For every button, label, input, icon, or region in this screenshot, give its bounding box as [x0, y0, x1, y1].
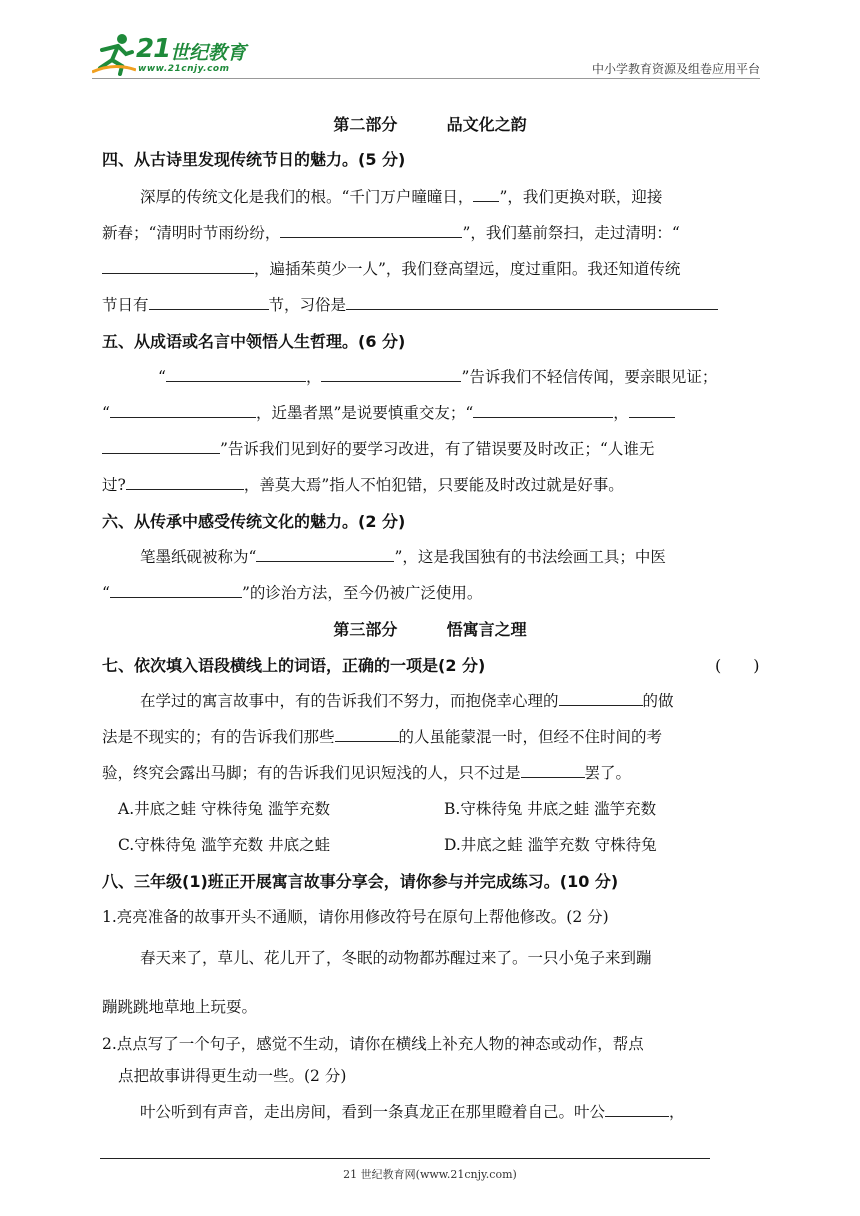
choice-option-d[interactable]: D.井底之蛙 滥竽充数 守株待兔: [444, 836, 657, 854]
text-line: “ ，近墨者黑”是说要慎重交友；“ ，: [102, 401, 762, 423]
part-title: [0, 617, 860, 640]
sub-question: 1.亮亮准备的故事开头不通顺，请你用修改符号在原句上帮他修改。(2 分): [102, 908, 609, 926]
footer-divider: [100, 1158, 710, 1159]
answer-blank[interactable]: [559, 690, 643, 706]
question-heading: 八、三年级(1)班正开展寓言故事分享会，请你参与并完成练习。(10 分): [102, 872, 619, 891]
answer-blank[interactable]: [335, 726, 399, 742]
text-line: ”告诉我们见到好的要学习改进，有了错误要及时改正；“人谁无: [102, 437, 762, 459]
answer-blank[interactable]: [110, 402, 256, 418]
passage-line: 春天来了，草儿、花儿开了，冬眠的动物都苏醒过来了。一只小兔子来到蹦: [140, 949, 652, 967]
answer-blank[interactable]: [102, 438, 220, 454]
answer-blank[interactable]: [102, 258, 254, 274]
text-line: 叶公听到有声音，走出房间，看到一条真龙正在那里瞪着自己。叶公 ，: [140, 1103, 685, 1121]
passage-line: 蹦跳跳地草地上玩耍。: [102, 998, 258, 1016]
choice-option-c[interactable]: C.守株待兔 滥竽充数 井底之蛙: [118, 836, 331, 854]
text-line: 在学过的寓言故事中，有的告诉我们不努力，而抱侥幸心理的 的做: [140, 692, 674, 710]
site-logo: [92, 30, 262, 78]
question-heading: 七、依次填入语段横线上的词语，正确的一项是(2 分): [102, 656, 486, 675]
text-line: 新春；“清明时节雨纷纷， ”，我们墓前祭扫，走过清明：“: [102, 224, 680, 242]
question-heading: 四、从古诗里发现传统节日的魅力。(5 分): [102, 150, 406, 169]
sub-question: 点把故事讲得更生动一些。(2 分): [118, 1067, 347, 1085]
logo-url: www.21cnjy.com: [138, 64, 230, 74]
part-subtitle: 品文化之韵: [446, 115, 527, 134]
answer-blank[interactable]: [110, 582, 242, 598]
answer-blank[interactable]: [629, 402, 675, 418]
answer-blank[interactable]: [280, 222, 462, 238]
text-line: 过? ，善莫大焉”指人不怕犯错，只要能及时改过就是好事。: [102, 476, 624, 494]
page-footer: 21 世纪教育网(www.21cnjy.com): [343, 1168, 517, 1181]
text-line: 深厚的传统文化是我们的根。“千门万户曈曈日， ”，我们更换对联，迎接: [140, 188, 663, 206]
text-line: 验，终究会露出马脚；有的告诉我们见识短浅的人，只不过是 罢了。: [102, 764, 632, 782]
logo-text: 世纪教育: [170, 42, 247, 64]
choice-option-a[interactable]: A.井底之蛙 守株待兔 滥竽充数: [118, 800, 330, 818]
answer-blank[interactable]: [346, 294, 718, 310]
runner-icon: [92, 32, 136, 76]
text-line: 法是不现实的；有的告诉我们那些 的人虽能蒙混一时，但经不住时间的考: [102, 728, 663, 746]
part-number: 第二部分: [333, 115, 398, 134]
answer-blank[interactable]: [605, 1101, 669, 1117]
page-header: [92, 30, 760, 82]
answer-blank[interactable]: [321, 366, 461, 382]
answer-blank[interactable]: [149, 294, 269, 310]
logo-number: 21: [136, 34, 171, 64]
text-line: “ ”的诊治方法，至今仍被广泛使用。: [102, 584, 483, 602]
answer-blank[interactable]: [473, 402, 613, 418]
header-divider: [92, 78, 760, 79]
text-line: ，遍插茱萸少一人”，我们登高望远，度过重阳。我还知道传统: [102, 257, 762, 279]
text-line: “ ， ”告诉我们不轻信传闻，要亲眼见证；: [158, 368, 718, 386]
answer-blank[interactable]: [166, 366, 306, 382]
text-line: 笔墨纸砚被称为“ ”，这是我国独有的书法绘画工具；中医: [140, 548, 666, 566]
answer-blank[interactable]: [473, 186, 499, 202]
question-heading: 五、从成语或名言中领悟人生哲理。(6 分): [102, 332, 406, 351]
answer-parentheses[interactable]: ( ): [715, 656, 760, 675]
question-heading: 六、从传承中感受传统文化的魅力。(2 分): [102, 512, 406, 531]
sub-question: 2.点点写了一个句子，感觉不生动，请你在横线上补充人物的神态或动作，帮点: [102, 1035, 644, 1053]
choice-option-b[interactable]: B.守株待兔 井底之蛙 滥竽充数: [444, 800, 657, 818]
answer-blank[interactable]: [126, 474, 244, 490]
part-subtitle: 悟寓言之理: [446, 620, 527, 639]
part-number: 第三部分: [333, 620, 398, 639]
answer-blank[interactable]: [256, 546, 394, 562]
platform-tagline: 中小学教育资源及组卷应用平台: [591, 62, 760, 76]
text-line: 节日有 节，习俗是: [102, 293, 762, 315]
answer-blank[interactable]: [521, 762, 585, 778]
part-title: [0, 112, 860, 135]
